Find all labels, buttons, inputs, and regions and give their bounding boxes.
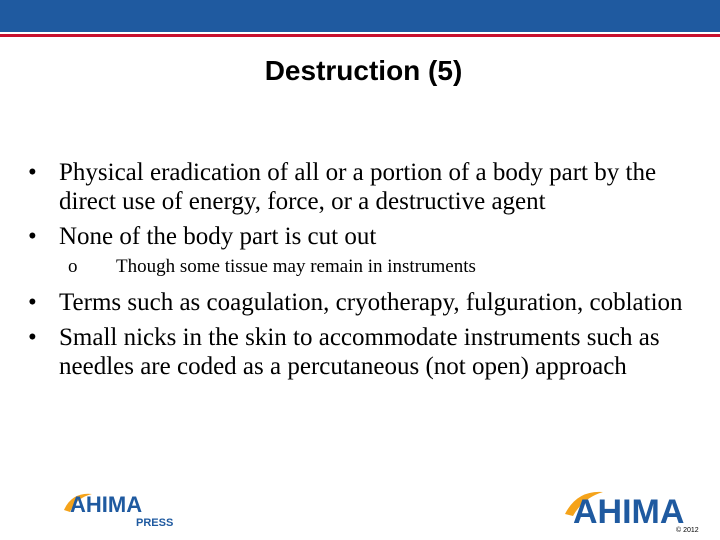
bullet-mark: • [28, 159, 37, 186]
ahima-logo [563, 488, 703, 528]
bullet-mark: • [28, 223, 37, 250]
bullet-text: Terms such as coagulation, cryotherapy, fulguration, coblation [59, 289, 683, 316]
logo-sub-text: PRESS [136, 517, 174, 529]
bullet-item [28, 288, 708, 317]
bullet-text: Physical eradication of all or a portion of a body part by the direct use of energy, force, or a destructive agent [59, 159, 657, 215]
sub-bullet-item [68, 255, 708, 279]
header-bar [0, 0, 720, 32]
bullet-item [28, 323, 708, 381]
logo-name-text: AHIMA [70, 492, 143, 517]
logo-name-text: AHIMA [573, 493, 685, 528]
bullet-item [28, 222, 708, 251]
bullet-mark: • [28, 324, 37, 351]
sub-bullet-mark: o [68, 256, 78, 277]
ahima-press-logo [62, 488, 174, 530]
bullet-mark: • [28, 289, 37, 316]
header-divider-red [0, 34, 720, 37]
bullet-item [28, 158, 708, 216]
sub-bullet-text: Though some tissue may remain in instruments [116, 256, 476, 277]
slide-content [28, 158, 708, 387]
bullet-text: Small nicks in the skin to accommodate instruments such as needles are coded as a percutaneous (not open) approach [59, 324, 660, 380]
slide-title: Destruction (5) [264, 55, 463, 86]
copyright: © 2012 [676, 527, 699, 534]
bullet-text: None of the body part is cut out [59, 223, 377, 250]
